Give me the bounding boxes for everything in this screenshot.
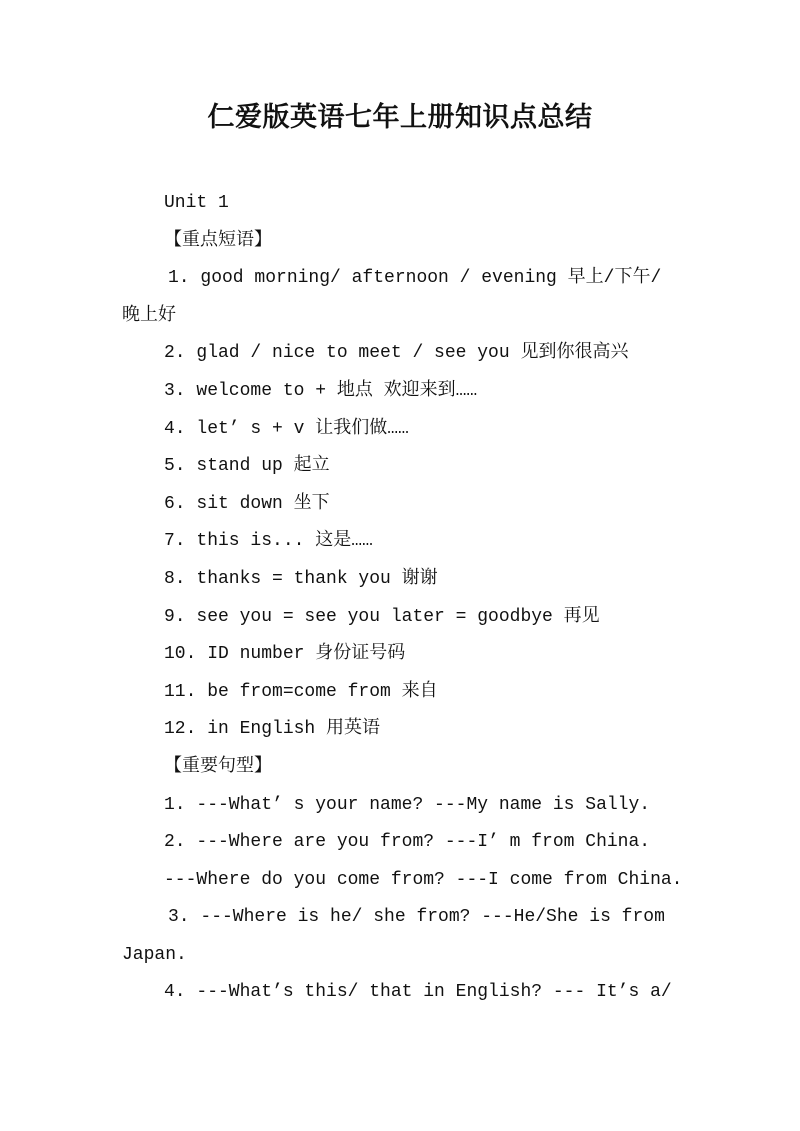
section-heading-phrases: 【重点短语】 xyxy=(164,230,272,251)
unit-heading: Unit 1 xyxy=(164,193,229,213)
phrase-item-11: 11. be from=come from 来自 xyxy=(164,681,438,702)
phrase-item-4: 4. let’ s + v 让我们做…… xyxy=(164,418,409,439)
document-body xyxy=(122,185,682,1012)
phrase-item-10: 10. ID number 身份证号码 xyxy=(164,644,406,665)
phrase-item-6: 6. sit down 坐下 xyxy=(164,493,330,514)
sentence-item-3-continued: Japan. xyxy=(122,944,187,965)
sentence-item-1: 1. ---What’ s your name? ---My name is Sally. xyxy=(164,794,651,815)
sentence-item-3: 3. ---Where is he/ she from? ---He/She is from xyxy=(168,907,665,928)
document-title: 仁爱版英语七年上册知识点总结 xyxy=(207,102,593,133)
sentence-item-2: 2. ---Where are you from? ---I’ m from China. xyxy=(164,832,651,853)
phrase-item-8: 8. thanks = thank you 谢谢 xyxy=(164,568,438,589)
section-heading-sentences: 【重要句型】 xyxy=(164,756,272,777)
sentence-item-2-alt: ---Where do you come from? ---I come from China. xyxy=(164,869,683,890)
sentence-item-4: 4. ---What’s this/ that in English? --- It’s a/ xyxy=(164,982,672,1003)
phrase-item-2: 2. glad / nice to meet / see you 见到你很高兴 xyxy=(164,343,629,364)
phrase-item-5: 5. stand up 起立 xyxy=(164,456,330,477)
phrase-item-1-continued: 晚上好 xyxy=(122,305,176,326)
phrase-item-9: 9. see you = see you later = goodbye 再见 xyxy=(164,606,600,627)
phrase-item-12: 12. in English 用英语 xyxy=(164,719,381,740)
phrase-item-1: 1. good morning/ afternoon / evening 早上/下午/ xyxy=(168,268,662,289)
phrase-item-7: 7. this is... 这是…… xyxy=(164,531,373,552)
phrase-item-3: 3. welcome to + 地点 欢迎来到…… xyxy=(164,380,478,401)
